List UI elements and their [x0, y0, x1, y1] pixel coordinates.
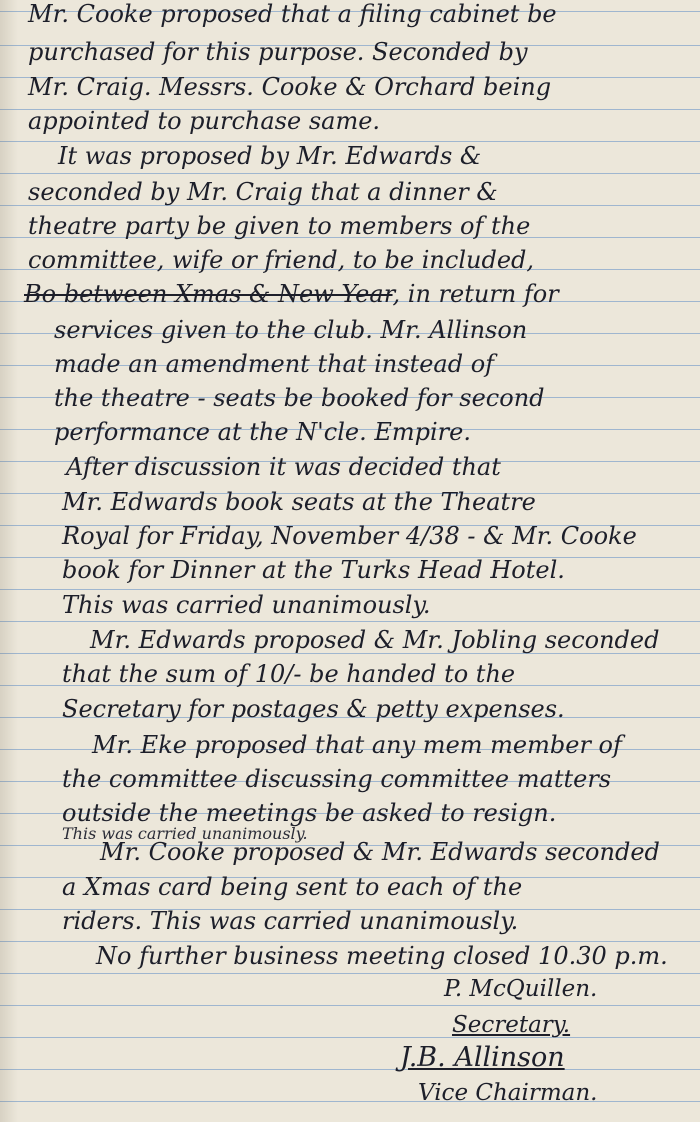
minutes-line-6: seconded by Mr. Craig that a dinner &: [28, 178, 498, 206]
minutes-line-26: a Xmas card being sent to each of the: [62, 873, 523, 901]
minutes-line-13: performance at the N'cle. Empire.: [54, 418, 471, 446]
secretary-signature: P. McQuillen.: [444, 976, 598, 1002]
minutes-line-19: Mr. Edwards proposed & Mr. Jobling seconded: [90, 626, 660, 654]
minutes-line-2: purchased for this purpose. Seconded by: [28, 38, 528, 66]
minutes-line-16: Royal for Friday, November 4/38 - & Mr. Cooke: [62, 522, 637, 550]
struck-text: Bo between Xmas & New Year: [24, 280, 393, 308]
minutes-line-3: Mr. Craig. Messrs. Cooke & Orchard being: [28, 73, 552, 101]
minutes-line-17: book for Dinner at the Turks Head Hotel.: [62, 556, 565, 584]
minutes-line-9: [24, 282, 559, 306]
minutes-line-24: outside the meetings be asked to resign.: [62, 799, 557, 827]
minutes-line-4: appointed to purchase same.: [28, 107, 381, 135]
vice-chairman-signature: J.B. Allinson: [400, 1042, 565, 1073]
minutes-line-22: Mr. Eke proposed that any mem member of: [92, 731, 622, 759]
minutes-line-11: made an amendment that instead of: [54, 350, 495, 378]
vice-chairman-title: Vice Chairman.: [418, 1080, 598, 1106]
minutes-line-23: the committee discussing committee matters: [62, 765, 612, 793]
minutes-line-8: committee, wife or friend, to be included,: [28, 246, 535, 274]
minutes-line-15: Mr. Edwards book seats at the Theatre: [62, 488, 536, 516]
minutes-line-28: No further business meeting closed 10.30 p.m.: [96, 942, 668, 970]
minutes-line-27: riders. This was carried unanimously.: [62, 907, 519, 935]
insertion-note: This was carried unanimously.: [62, 824, 308, 843]
minutes-line-20: that the sum of 10/- be handed to the: [62, 660, 516, 688]
minutes-line-14: After discussion it was decided that: [66, 453, 501, 481]
minutes-line-7: theatre party be given to members of the: [28, 212, 531, 240]
secretary-title: Secretary.: [452, 1012, 571, 1038]
minutes-line-25: Mr. Cooke proposed & Mr. Edwards seconded: [100, 838, 660, 866]
minutes-line-21: Secretary for postages & petty expenses.: [62, 695, 565, 723]
minutes-line-5: It was proposed by Mr. Edwards &: [58, 142, 482, 170]
minutes-line-1: Mr. Cooke proposed that a filing cabinet be: [28, 0, 557, 28]
minutes-line-10: services given to the club. Mr. Allinson: [54, 316, 528, 344]
minutes-line-18: This was carried unanimously.: [62, 591, 431, 619]
minutes-line-12: the theatre - seats be booked for second: [54, 384, 545, 412]
minutes-line-9-rest: , in return for: [392, 280, 559, 308]
